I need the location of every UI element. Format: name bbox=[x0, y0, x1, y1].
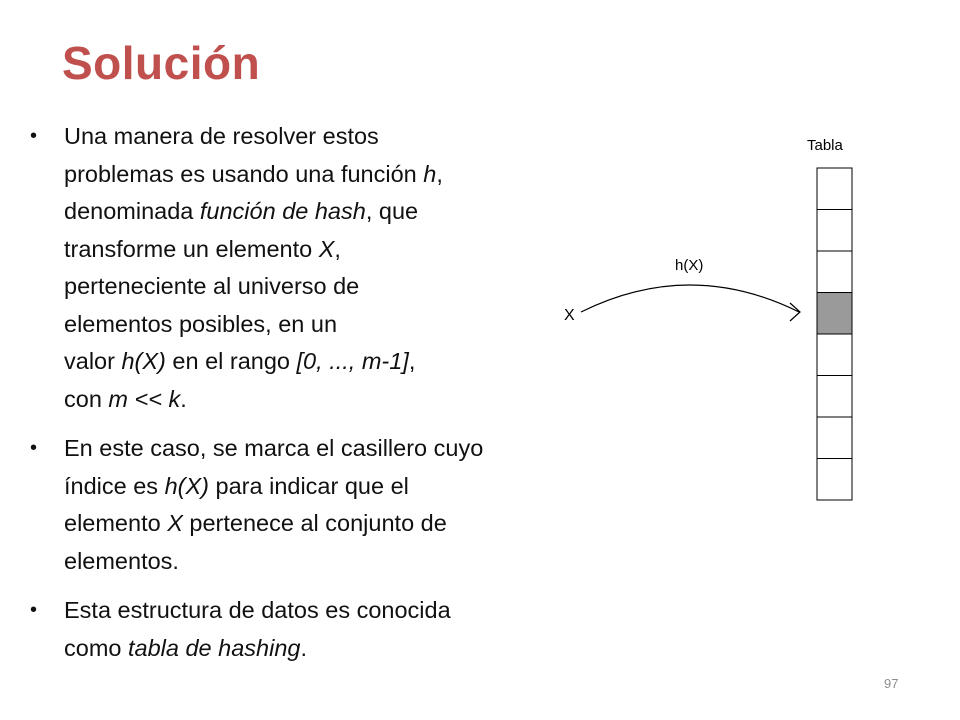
italic-run: h(X) bbox=[121, 348, 166, 374]
text-run: en el rango bbox=[165, 348, 297, 374]
table-cell bbox=[817, 210, 852, 252]
text-run: perteneciente al universo de bbox=[64, 273, 360, 299]
text-run: valor bbox=[64, 348, 122, 374]
table-cell bbox=[817, 334, 852, 376]
text-run: En este caso, se marca el casillero cuyo bbox=[64, 435, 484, 461]
text-run: Una manera de resolver estos bbox=[64, 123, 379, 149]
function-label: h(X) bbox=[675, 257, 704, 274]
table-cell bbox=[817, 168, 852, 210]
bullet-dot-icon: • bbox=[30, 125, 38, 147]
text-run: elemento bbox=[64, 510, 168, 536]
table-cell bbox=[817, 376, 852, 418]
text-run: . bbox=[300, 634, 308, 661]
bullet-line bbox=[64, 630, 590, 668]
italic-run: función de hash bbox=[199, 198, 366, 224]
text-run: como bbox=[64, 634, 128, 661]
bullet-line bbox=[64, 156, 590, 194]
bullet-list bbox=[30, 118, 590, 679]
text-run: para indicar que el bbox=[209, 472, 409, 499]
bullet-dot-icon: • bbox=[30, 599, 38, 621]
text-run: , que bbox=[365, 198, 419, 224]
text-run: elementos. bbox=[64, 547, 179, 574]
bullet-line bbox=[64, 592, 590, 630]
page-number: 97 bbox=[884, 676, 899, 691]
bullet-line bbox=[64, 468, 590, 506]
slide-title: Solución bbox=[62, 37, 261, 89]
text-run: denominada bbox=[64, 198, 200, 224]
italic-run: m << k bbox=[108, 385, 181, 412]
table-cell bbox=[817, 251, 852, 293]
bullet-text bbox=[64, 430, 590, 580]
text-run: , bbox=[408, 348, 416, 374]
italic-run: X bbox=[167, 510, 183, 536]
text-run: , bbox=[334, 235, 341, 262]
hash-table bbox=[817, 168, 852, 500]
bullet-line bbox=[64, 543, 590, 581]
bullet-text bbox=[64, 118, 590, 418]
text-run: elementos posibles, en un bbox=[64, 310, 338, 337]
italic-run: X bbox=[318, 235, 335, 262]
text-run: problemas es usando una función bbox=[64, 160, 424, 187]
bullet-line bbox=[64, 193, 590, 231]
text-run: . bbox=[180, 385, 187, 412]
marked-table-cell bbox=[817, 293, 852, 335]
text-run: transforme un elemento bbox=[64, 235, 319, 262]
bullet-line bbox=[64, 268, 590, 306]
italic-run: h bbox=[423, 160, 437, 187]
bullet-line bbox=[64, 343, 590, 381]
text-run: , bbox=[436, 160, 443, 187]
hash-arrow bbox=[581, 285, 799, 312]
bullet-item bbox=[30, 592, 590, 667]
bullet-dot-icon: • bbox=[30, 437, 38, 459]
bullet-line bbox=[64, 381, 590, 419]
bullet-line bbox=[64, 118, 590, 156]
bullet-line bbox=[64, 231, 590, 269]
text-run: con bbox=[64, 385, 109, 412]
bullet-text bbox=[64, 592, 590, 667]
italic-run: h(X) bbox=[164, 472, 209, 499]
bullet-line bbox=[64, 505, 590, 543]
bullet-item bbox=[30, 430, 590, 580]
text-run: Esta estructura de datos es conocida bbox=[64, 597, 451, 623]
bullet-item bbox=[30, 118, 590, 418]
hash-table-diagram bbox=[555, 128, 875, 508]
table-label: Tabla bbox=[807, 137, 843, 154]
bullet-line bbox=[64, 306, 590, 344]
table-cell bbox=[817, 417, 852, 459]
text-run: pertenece al conjunto de bbox=[182, 510, 447, 536]
bullet-line bbox=[64, 430, 590, 468]
element-label: X bbox=[564, 307, 575, 324]
italic-run: tabla de hashing bbox=[128, 634, 301, 661]
text-run: índice es bbox=[64, 472, 165, 499]
italic-run: [0, ..., m-1] bbox=[296, 348, 409, 374]
table-cell bbox=[817, 459, 852, 501]
